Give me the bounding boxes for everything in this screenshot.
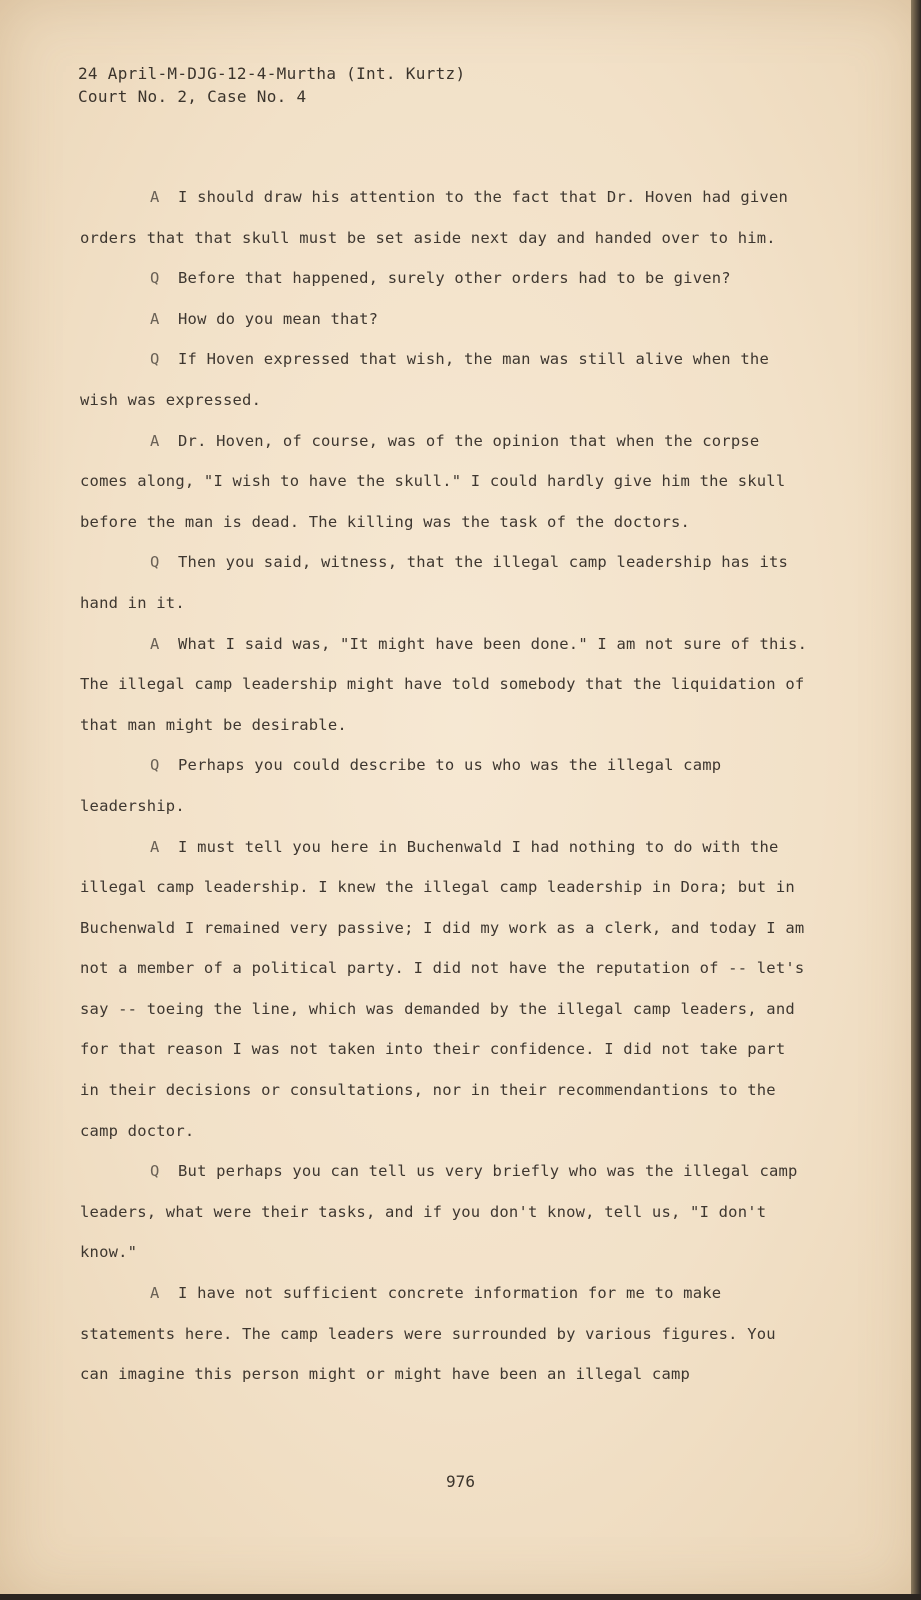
paragraph-text: If Hoven expressed that wish, the man was still alive when the wish was expressed.	[80, 350, 769, 409]
speaker-label: Q	[150, 1162, 160, 1181]
paragraph-text: I must tell you here in Buchenwald I had nothing to do with the illegal camp leadership. I knew the illegal camp leadership in Dora; but in Buchenwald I remained very passive; I did my work as a clerk, and today I am not a member of a political party. I did not have the reputation of -- let's say -- toeing the line, which was demanded by the illegal camp leaders, and for that reason I was not taken into their confidence. I did not take part in their decisions or consultations, nor in their recommendantions to the camp doctor.	[80, 837, 805, 1140]
header-line-2: Court No. 2, Case No. 4	[78, 87, 307, 106]
speaker-label: Q	[150, 553, 160, 572]
document-header	[78, 62, 465, 108]
paragraph-text: What I said was, "It might have been done." I am not sure of this. The illegal camp leadership might have told somebody that the liquidation of that man might be desirable.	[80, 634, 808, 734]
speaker-label: Q	[150, 269, 160, 288]
header-line-1: 24 April-M-DJG-12-4-Murtha (Int. Kurtz)	[78, 64, 466, 83]
transcript-paragraph	[80, 299, 810, 340]
paragraph-text: But perhaps you can tell us very briefly who was the illegal camp leaders, what were their tasks, and if you don't know, tell us, "I don't know."	[80, 1162, 798, 1262]
speaker-label: A	[150, 634, 160, 653]
speaker-label: A	[150, 431, 160, 450]
speaker-label: A	[150, 837, 160, 856]
transcript-paragraph	[80, 827, 810, 1152]
transcript-paragraph	[80, 624, 810, 746]
paragraph-text: Dr. Hoven, of course, was of the opinion that when the corpse comes along, "I wish to have the skull." I could hardly give him the skull before the man is dead. The killing was the task of the doctors.	[80, 431, 786, 531]
page-edge-bottom	[0, 1594, 921, 1600]
speaker-label: A	[150, 309, 160, 328]
transcript-paragraph	[80, 1151, 810, 1273]
speaker-label: A	[150, 188, 160, 206]
transcript-paragraph	[80, 177, 810, 258]
transcript-paragraph	[80, 258, 810, 299]
transcript-paragraph	[80, 745, 810, 826]
speaker-label: Q	[150, 350, 160, 369]
page-edge-right	[911, 0, 921, 1600]
paragraph-text: Before that happened, surely other orders had to be given?	[178, 269, 731, 288]
paragraph-text: Perhaps you could describe to us who was the illegal camp leadership.	[80, 756, 722, 815]
page-number: 976	[446, 1472, 475, 1491]
speaker-label: A	[150, 1284, 160, 1303]
transcript-paragraph	[80, 421, 810, 543]
transcript-body	[80, 177, 810, 1395]
paragraph-text: I have not sufficient concrete information for me to make statements here. The camp leaders were surrounded by various figures. You can imagine this person might or might have been an illegal camp	[80, 1284, 776, 1384]
paragraph-text: Then you said, witness, that the illegal camp leadership has its hand in it.	[80, 553, 789, 612]
paragraph-text: I should draw his attention to the fact that Dr. Hoven had given orders that that skull must be set aside next day and handed over to him.	[80, 188, 789, 247]
speaker-label: Q	[150, 756, 160, 775]
paragraph-text: How do you mean that?	[178, 309, 379, 328]
transcript-paragraph	[80, 542, 810, 623]
transcript-paragraph	[80, 339, 810, 420]
transcript-paragraph	[80, 1273, 810, 1395]
